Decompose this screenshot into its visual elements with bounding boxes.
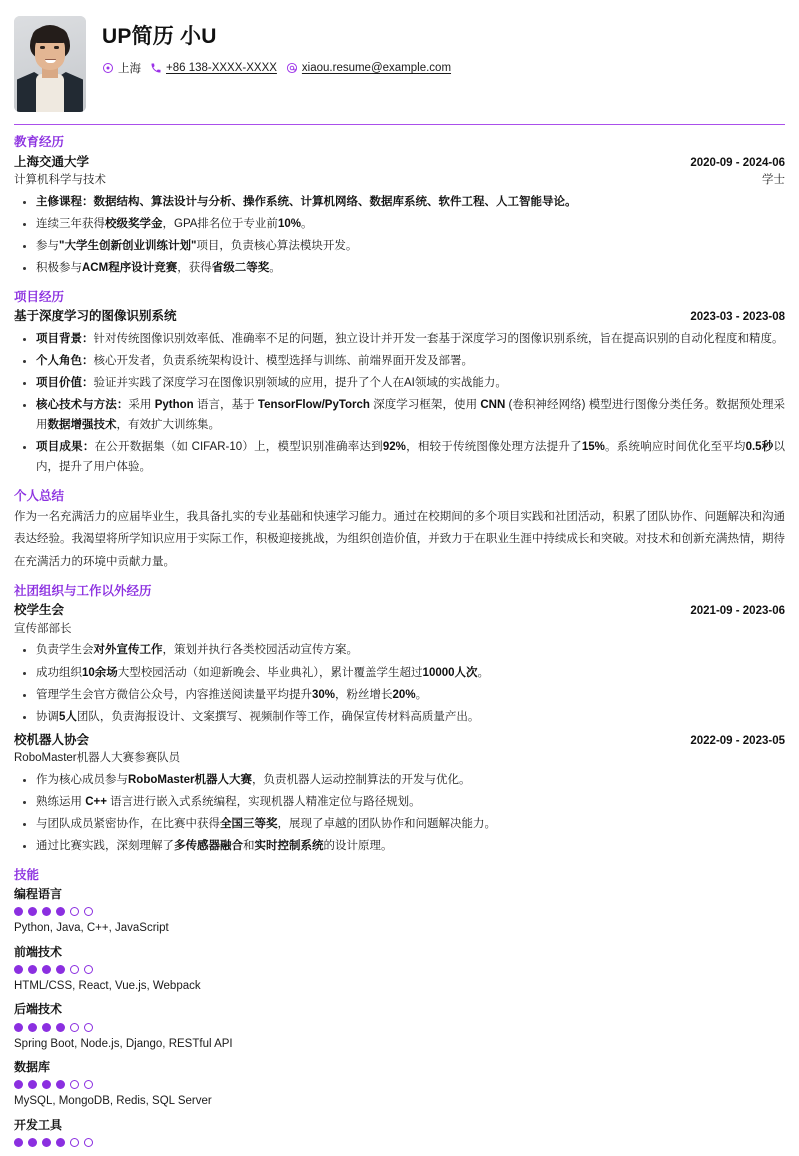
skill-name: 编程语言	[14, 887, 63, 902]
rating-dot-filled	[56, 1138, 65, 1147]
resume-entry	[14, 731, 785, 858]
bullet-item: 作为核心成员参与RoboMaster机器人大赛，负责机器人运动控制算法的开发与优化。	[14, 771, 785, 791]
rating-dot-filled	[42, 1023, 51, 1032]
section-title-activities: 社团组织与工作以外经历	[14, 584, 152, 599]
bullet-item: 参与"大学生创新创业训练计划"项目，负责核心算法模块开发。	[14, 237, 785, 257]
bullet-item: 主修课程：数据结构、算法设计与分析、操作系统、计算机网络、数据库系统、软件工程、人工智能导论。	[14, 193, 785, 213]
entry-organization: 上海交通大学	[14, 154, 90, 169]
entry-subtitle: 宣传部部长	[14, 622, 72, 635]
skill-rating-dots	[14, 965, 785, 974]
entry-bullet-list	[14, 330, 785, 478]
location-pin-icon	[102, 62, 114, 74]
skill-block	[14, 885, 785, 938]
rating-dot-empty	[70, 965, 79, 974]
entry-date-range: 2020-09 - 2024-06	[690, 156, 785, 169]
skill-rating-dots	[14, 1080, 785, 1089]
skill-block	[14, 1116, 785, 1147]
avatar-photo	[14, 16, 86, 112]
entry-subtitle-row	[14, 621, 785, 639]
rating-dot-filled	[14, 907, 23, 916]
rating-dot-filled	[14, 965, 23, 974]
section-summary	[14, 487, 785, 573]
bullet-item: 通过比赛实践，深刻理解了多传感器融合和实时控制系统的设计原理。	[14, 837, 785, 857]
section-title-skills: 技能	[14, 868, 40, 883]
entry-subtitle-row	[14, 750, 785, 768]
rating-dot-filled	[56, 1080, 65, 1089]
contact-item-phone[interactable]	[150, 62, 277, 74]
section-skills	[14, 866, 785, 1147]
summary-text: 作为一名充满活力的应届毕业生，我具备扎实的专业基础和快速学习能力。通过在校期间的多个项目实践和社团活动，积累了团队协作、问题解决和沟通表达经验。我渴望将所学知识应用于实际工作，积极迎接挑战，为组织创造价值，并致力于在职业生涯中持续成长和突破。对技术和创新充满热情，期待在充满活力的环境中贡献力量。	[14, 511, 785, 568]
section-title-projects: 项目经历	[14, 290, 65, 305]
entry-subtitle: RoboMaster机器人大赛参赛队员	[14, 751, 181, 764]
resume-entry	[14, 307, 785, 478]
skill-block	[14, 1000, 785, 1053]
skill-items: Python, Java, C++, JavaScript	[14, 922, 169, 935]
skill-items: HTML/CSS, React, Vue.js, Webpack	[14, 980, 201, 993]
entry-organization: 校机器人协会	[14, 732, 90, 747]
skill-name: 前端技术	[14, 944, 63, 959]
rating-dot-filled	[42, 1080, 51, 1089]
skill-rating-dots	[14, 1138, 785, 1147]
entry-extra: 学士	[762, 173, 785, 186]
bullet-item: 连续三年获得校级奖学金，GPA排名位于专业前10%。	[14, 215, 785, 235]
skill-name: 数据库	[14, 1060, 51, 1074]
email-at-icon	[286, 62, 298, 74]
bullet-item: 积极参与ACM程序设计竞赛，获得省级二等奖。	[14, 259, 785, 279]
contact-item-location-pin[interactable]	[102, 60, 141, 76]
header-info	[102, 16, 785, 76]
entry-date-range: 2023-03 - 2023-08	[690, 311, 785, 324]
entry-date-range: 2021-09 - 2023-06	[690, 605, 785, 618]
skill-rating-dots	[14, 907, 785, 916]
skill-block	[14, 943, 785, 996]
section-education	[14, 133, 785, 279]
rating-dot-filled	[14, 1080, 23, 1089]
bullet-item: 项目成果：在公开数据集（如 CIFAR-10）上，模型识别准确率达到92%，相较于传统图像处理方法提升了15%。系统响应时间优化至平均0.5秒以内，提升了用户体验。	[14, 438, 785, 478]
bullet-item: 管理学生会官方微信公众号，内容推送阅读量平均提升30%，粉丝增长20%。	[14, 686, 785, 706]
bullet-item: 项目价值：验证并实践了深度学习在图像识别领域的应用，提升了个人在AI领域的实战能力。	[14, 374, 785, 394]
bullet-item: 与团队成员紧密协作，在比赛中获得全国三等奖，展现了卓越的团队协作和问题解决能力。	[14, 815, 785, 835]
section-title-education: 教育经历	[14, 135, 65, 150]
contact-item-email-at[interactable]	[286, 62, 451, 74]
contact-text: xiaou.resume@example.com	[301, 62, 452, 75]
rating-dot-filled	[56, 1023, 65, 1032]
bullet-item: 成功组织10余场大型校园活动（如迎新晚会、毕业典礼），累计覆盖学生超过10000人次。	[14, 664, 785, 684]
entry-header-row	[14, 153, 785, 172]
skill-items: MySQL, MongoDB, Redis, SQL Server	[14, 1095, 212, 1108]
entry-bullet-list	[14, 641, 785, 728]
candidate-name: UP简历 小U	[102, 25, 217, 48]
rating-dot-filled	[14, 1023, 23, 1032]
bullet-item: 项目背景：针对传统图像识别效率低、准确率不足的问题，独立设计并开发一套基于深度学习的图像识别系统，旨在提高识别的自动化程度和精度。	[14, 330, 785, 350]
rating-dot-empty	[70, 1138, 79, 1147]
skill-blocks	[14, 885, 785, 1147]
entry-subtitle-row	[14, 172, 785, 190]
rating-dot-empty	[84, 1023, 93, 1032]
rating-dot-empty	[70, 1023, 79, 1032]
section-title-summary: 个人总结	[14, 488, 65, 503]
bullet-item: 协调5人团队，负责海报设计、文案撰写、视频制作等工作，确保宣传材料高质量产出。	[14, 708, 785, 728]
rating-dot-filled	[28, 1023, 37, 1032]
skill-name: 开发工具	[14, 1117, 63, 1132]
bullet-item: 负责学生会对外宣传工作，策划并执行各类校园活动宣传方案。	[14, 641, 785, 661]
phone-icon	[150, 62, 162, 74]
project-entries	[14, 307, 785, 478]
rating-dot-empty	[84, 907, 93, 916]
resume-entry	[14, 153, 785, 280]
entry-header-row	[14, 601, 785, 620]
entry-subtitle: 计算机科学与技术	[14, 173, 106, 186]
bullet-item: 核心技术与方法：采用 Python 语言，基于 TensorFlow/PyTorch 深度学习框架，使用 CNN (卷积神经网络) 模型进行图像分类任务。数据预处理采用数据增强技术，有效扩大训练集。	[14, 396, 785, 436]
entry-bullet-list	[14, 771, 785, 858]
entry-date-range: 2022-09 - 2023-05	[690, 734, 785, 747]
rating-dot-filled	[28, 907, 37, 916]
bullet-item: 熟练运用 C++ 语言进行嵌入式系统编程，实现机器人精准定位与路径规划。	[14, 793, 785, 813]
rating-dot-filled	[28, 965, 37, 974]
rating-dot-empty	[84, 1138, 93, 1147]
rating-dot-filled	[28, 1138, 37, 1147]
section-projects	[14, 288, 785, 478]
resume-entry	[14, 601, 785, 728]
skill-items: Spring Boot, Node.js, Django, RESTful API	[14, 1037, 233, 1050]
contact-text: +86 138-XXXX-XXXX	[166, 62, 277, 75]
bullet-item: 个人角色：核心开发者，负责系统架构设计、模型选择与训练、前端界面开发及部署。	[14, 352, 785, 372]
contact-text: 上海	[118, 63, 141, 76]
rating-dot-filled	[42, 1138, 51, 1147]
resume-header	[14, 16, 785, 124]
rating-dot-filled	[28, 1080, 37, 1089]
entry-header-row	[14, 307, 785, 326]
entry-bullet-list	[14, 193, 785, 280]
header-divider	[14, 124, 785, 125]
rating-dot-empty	[84, 1080, 93, 1089]
entry-organization: 校学生会	[14, 603, 65, 618]
skill-block	[14, 1058, 785, 1111]
contact-list	[102, 60, 785, 76]
rating-dot-empty	[70, 907, 79, 916]
rating-dot-filled	[56, 965, 65, 974]
entry-header-row	[14, 731, 785, 750]
rating-dot-filled	[14, 1138, 23, 1147]
education-entries	[14, 153, 785, 280]
skill-name: 后端技术	[14, 1002, 63, 1017]
entry-organization: 基于深度学习的图像识别系统	[14, 309, 177, 324]
rating-dot-filled	[42, 907, 51, 916]
rating-dot-empty	[84, 965, 93, 974]
rating-dot-filled	[56, 907, 65, 916]
rating-dot-filled	[42, 965, 51, 974]
section-activities	[14, 582, 785, 857]
rating-dot-empty	[70, 1080, 79, 1089]
skill-rating-dots	[14, 1023, 785, 1032]
activity-entries	[14, 601, 785, 857]
